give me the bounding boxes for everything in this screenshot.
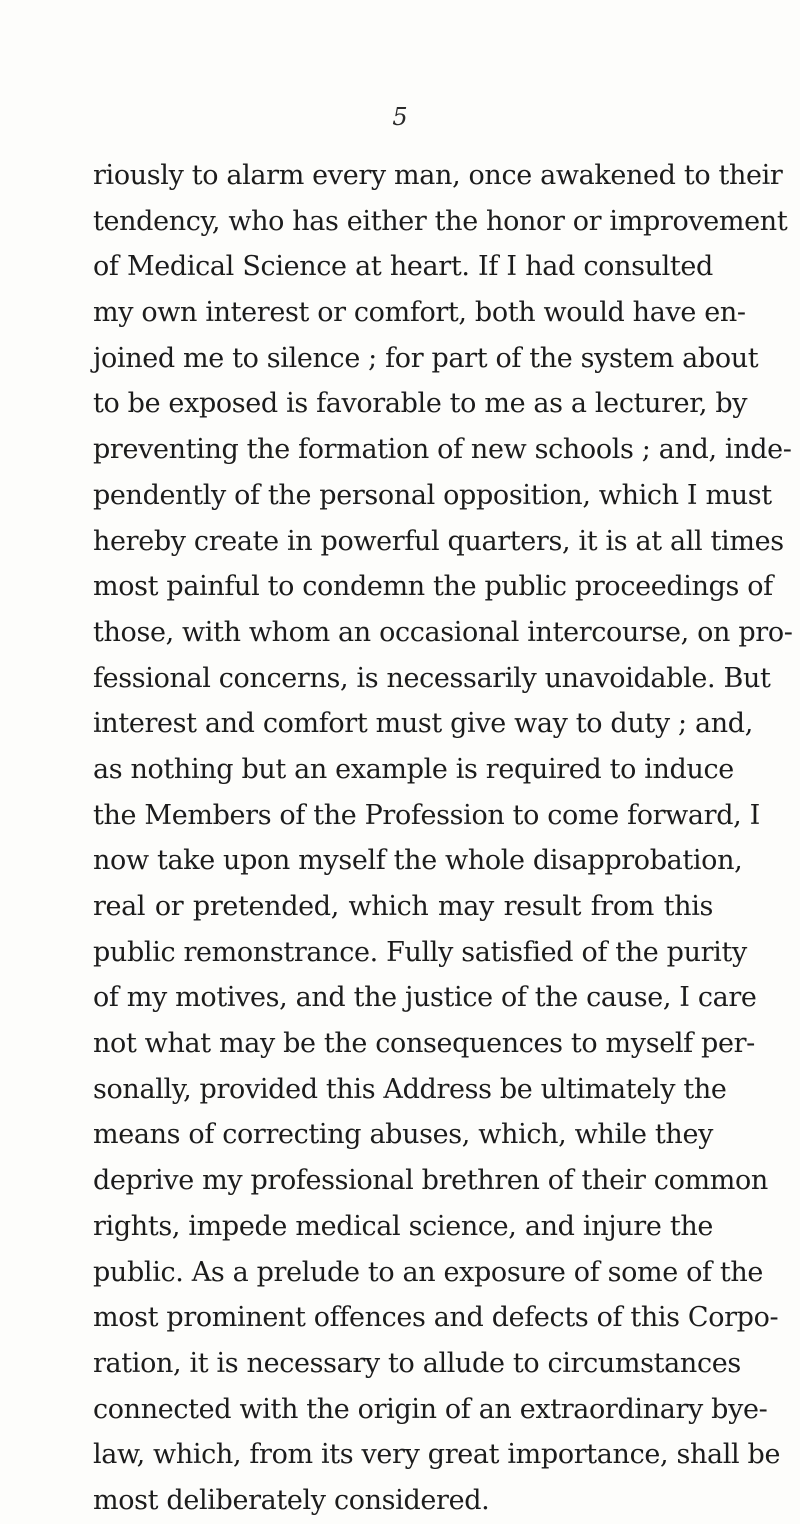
text-line: connected with the origin of an extraordinary bye- — [93, 1393, 768, 1425]
text-line: most painful to condemn the public proceedings of — [93, 571, 773, 603]
text-line: most prominent offences and defects of this Corpo- — [93, 1302, 779, 1334]
body-paragraph — [93, 153, 793, 1524]
text-line: means of correcting abuses, which, while they — [93, 1119, 713, 1151]
text-line: real or pretended, which may result from this — [93, 891, 713, 922]
text-line: not what may be the consequences to myself per- — [93, 1028, 755, 1060]
text-line: ration, it is necessary to allude to circumstances — [93, 1347, 741, 1379]
text-line: interest and comfort must give way to duty ; and, — [93, 708, 753, 740]
text-line: sonally, provided this Address be ultimately the — [93, 1073, 727, 1105]
text-line: rights, impede medical science, and injure the — [93, 1210, 713, 1242]
text-line: those, with whom an occasional intercourse, on pro- — [93, 616, 793, 648]
text-line: most deliberately considered. — [93, 1484, 490, 1516]
text-line: tendency, who has either the honor or improvement — [93, 205, 788, 237]
text-line: fessional concerns, is necessarily unavoidable. But — [93, 662, 771, 694]
text-line: public remonstrance. Fully satisfied of the purity — [93, 936, 747, 968]
text-line: joined me to silence ; for part of the system about — [93, 342, 759, 374]
text-line: pendently of the personal opposition, which I must — [93, 479, 772, 511]
text-line: of my motives, and the justice of the cause, I care — [93, 982, 757, 1014]
text-line: my own interest or comfort, both would have en- — [93, 297, 746, 329]
text-line: the Members of the Profession to come forward, I — [93, 799, 760, 831]
text-line: public. As a prelude to an exposure of some of the — [93, 1256, 764, 1288]
text-line: as nothing but an example is required to induce — [93, 753, 734, 785]
text-line: riously to alarm every man, once awakened to their — [93, 160, 783, 191]
text-line: now take upon myself the whole disapprobation, — [93, 845, 743, 877]
text-line: preventing the formation of new schools ; and, inde- — [93, 434, 792, 466]
text-line: of Medical Science at heart. If I had consulted — [93, 251, 713, 283]
text-line: deprive my professional brethren of their common — [93, 1165, 768, 1197]
text-line: hereby create in powerful quarters, it is at all times — [93, 525, 784, 557]
page-number: 5 — [392, 103, 408, 131]
text-line: law, which, from its very great importance, shall be — [93, 1439, 781, 1471]
text-line: to be exposed is favorable to me as a lecturer, by — [93, 388, 748, 420]
